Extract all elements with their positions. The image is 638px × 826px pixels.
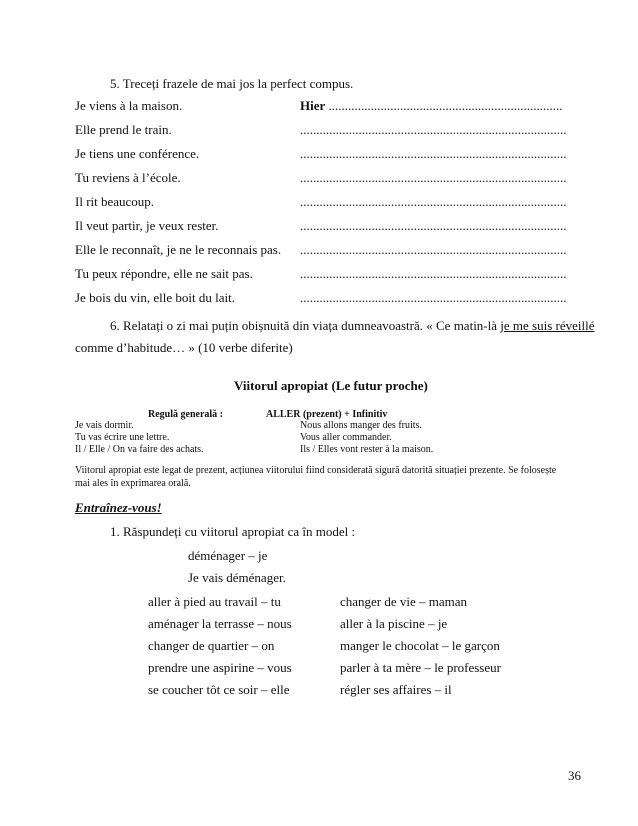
note-line-2: mai ales în exprimarea orală. — [75, 478, 191, 489]
example-right-2: Vous aller commander. — [300, 432, 392, 443]
item-right-5: régler ses affaires – il — [340, 682, 452, 697]
rule-formula: ALLER (prezent) + Infinitiv — [266, 409, 388, 420]
exercise-6-text: 6. Relatați o zi mai puțin obișnuită din viața dumneavoastră. « Ce matin-là — [110, 318, 501, 333]
item-right-2: aller à la piscine – je — [340, 616, 448, 631]
example-right-3: Ils / Elles vont rester à la maison. — [300, 444, 434, 455]
sentence-8: Tu peux répondre, elle ne sait pas. — [75, 266, 253, 281]
sentence-2: Elle prend le train. — [75, 122, 172, 137]
example-left-3: Il / Elle / On va faire des achats. — [75, 444, 204, 455]
hier-label: Hier — [300, 98, 326, 113]
item-left-4: prendre une aspirine – vous — [148, 660, 292, 675]
sentence-9: Je bois du vin, elle boit du lait. — [75, 290, 235, 305]
answer-line-1 — [300, 98, 563, 114]
item-right-1: changer de vie – maman — [340, 594, 468, 609]
example-left-2: Tu vas écrire une lettre. — [75, 432, 170, 443]
item-left-1: aller à pied au travail – tu — [148, 594, 281, 609]
answer-dots: ........................................................................ — [328, 98, 563, 113]
item-right-4: parler à ta mère – le professeur — [340, 660, 501, 675]
answer-line-2: .................................................................................. — [300, 122, 567, 137]
exercise-6-line2: comme d’habitude… » (10 verbe diferite) — [75, 340, 293, 355]
model-prompt: déménager – je — [188, 548, 268, 563]
sentence-6: Il veut partir, je veux rester. — [75, 218, 219, 233]
example-right-1: Nous allons manger des fruits. — [300, 420, 422, 431]
example-left-1: Je vais dormir. — [75, 420, 134, 431]
exercise-1-instruction: 1. Răspundeți cu viitorul apropiat ca în model : — [110, 524, 356, 539]
item-right-3: manger le chocolat – le garçon — [340, 638, 500, 653]
item-left-3: changer de quartier – on — [148, 638, 275, 653]
entrainez-title: Entraînez-vous! — [75, 500, 162, 515]
item-left-2: aménager la terrasse – nous — [148, 616, 292, 631]
exercise-6-underlined: je me suis réveillé — [500, 318, 595, 333]
answer-line-8: .................................................................................. — [300, 266, 567, 281]
exercise-6-line1 — [110, 318, 595, 334]
sentence-1: Je viens à la maison. — [75, 98, 183, 113]
sentence-7: Elle le reconnaît, je ne le reconnais pas. — [75, 242, 282, 257]
answer-line-5: .................................................................................. — [300, 194, 567, 209]
item-left-5: se coucher tôt ce soir – elle — [148, 682, 290, 697]
exercise-5-heading: 5. Treceți frazele de mai jos la perfect compus. — [110, 76, 354, 91]
page-number: 36 — [568, 768, 581, 783]
answer-line-9: .................................................................................. — [300, 290, 567, 305]
answer-line-4: .................................................................................. — [300, 170, 567, 185]
model-answer: Je vais déménager. — [188, 570, 286, 585]
note-line-1: Viitorul apropiat este legat de prezent, acțiunea viitorului fiind considerată sigură datorită situației prezente. Se folosește — [75, 465, 557, 476]
sentence-3: Je tiens une conférence. — [75, 146, 200, 161]
answer-line-6: .................................................................................. — [300, 218, 567, 233]
answer-line-7: .................................................................................. — [300, 242, 567, 257]
sentence-4: Tu reviens à l’école. — [75, 170, 181, 185]
section-title: Viitorul apropiat (Le futur proche) — [234, 378, 428, 393]
sentence-5: Il rit beaucoup. — [75, 194, 155, 209]
answer-line-3: .................................................................................. — [300, 146, 567, 161]
rule-label: Regulă generală : — [148, 409, 223, 420]
